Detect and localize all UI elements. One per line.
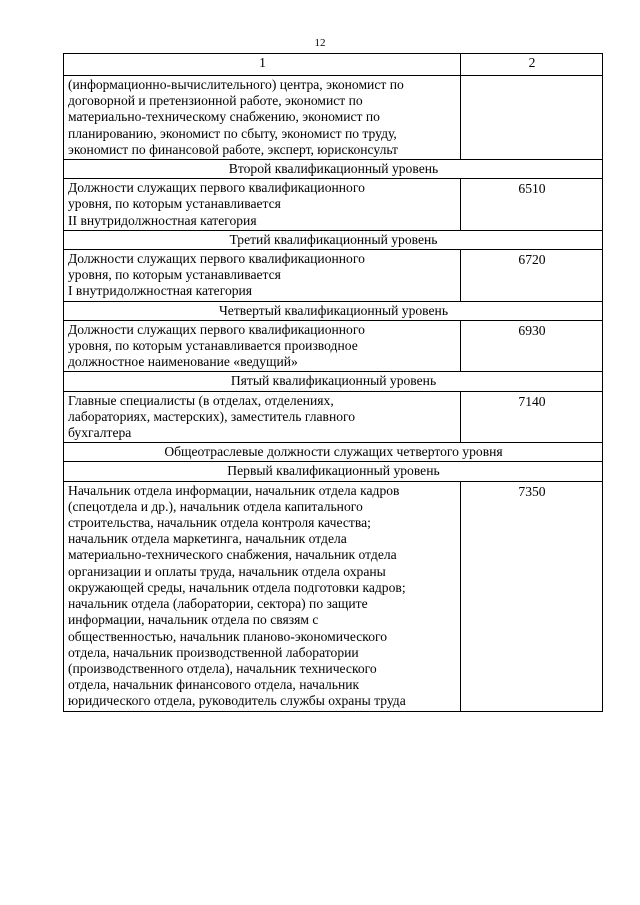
position-description bbox=[64, 76, 461, 160]
description-line: экономист по финансовой работе, эксперт, юрисконсульт bbox=[68, 141, 398, 157]
salary-value: 6720 bbox=[461, 250, 603, 302]
description-line: I внутридолжностная категория bbox=[68, 283, 253, 299]
section-header-row bbox=[64, 160, 603, 179]
description-line: начальник отдела (лаборатории, сектора) по защите bbox=[68, 596, 368, 612]
description-line: начальник отдела маркетинга, начальник отдела bbox=[68, 531, 347, 547]
section-header-row bbox=[64, 462, 603, 481]
header-col-1: 1 bbox=[64, 54, 461, 76]
description-line: Должности служащих первого квалификационного bbox=[68, 321, 365, 337]
section-title: Четвертый квалификационный уровень bbox=[64, 301, 603, 320]
description-line: организации и оплаты труда, начальник отдела охраны bbox=[68, 563, 386, 579]
description-line: материально-техническому снабжению, экономист по bbox=[68, 109, 380, 125]
description-line: договорной и претензионной работе, экономист по bbox=[68, 93, 363, 109]
description-line: уровня, по которым устанавливается bbox=[68, 267, 281, 283]
section-title: Третий квалификационный уровень bbox=[64, 230, 603, 249]
salary-value: 7350 bbox=[461, 481, 603, 711]
description-line: (спецотдела и др.), начальник отдела капитального bbox=[68, 498, 363, 514]
section-title: Первый квалификационный уровень bbox=[64, 462, 603, 481]
table-row bbox=[64, 250, 603, 302]
description-line: бухгалтера bbox=[68, 425, 132, 441]
description-line: юридического отдела, руководитель службы охраны труда bbox=[68, 693, 406, 709]
header-col-2: 2 bbox=[461, 54, 603, 76]
description-line: общественностью, начальник планово-экономического bbox=[68, 628, 388, 644]
position-description bbox=[64, 250, 461, 302]
salary-value: 6930 bbox=[461, 320, 603, 372]
description-line: Должности служащих первого квалификационного bbox=[68, 180, 365, 196]
section-title: Второй квалификационный уровень bbox=[64, 160, 603, 179]
description-line: информации, начальник отдела по связям с bbox=[68, 612, 319, 628]
position-description bbox=[64, 320, 461, 372]
description-line: окружающей среды, начальник отдела подготовки кадров; bbox=[68, 579, 406, 595]
section-title: Пятый квалификационный уровень bbox=[64, 372, 603, 391]
description-line: отдела, начальник финансового отдела, начальник bbox=[68, 677, 360, 693]
page-number: 12 bbox=[314, 37, 326, 49]
description-line: Начальник отдела информации, начальник отдела кадров bbox=[68, 482, 400, 498]
description-line: Главные специалисты (в отделах, отделениях, bbox=[68, 392, 334, 408]
description-line: уровня, по которым устанавливается bbox=[68, 196, 281, 212]
section-header-row bbox=[64, 230, 603, 249]
section-title: Общеотраслевые должности служащих четвертого уровня bbox=[64, 443, 603, 462]
table-row bbox=[64, 179, 603, 231]
description-line: планированию, экономист по сбыту, экономист по труду, bbox=[68, 125, 397, 141]
table-row bbox=[64, 76, 603, 160]
position-description bbox=[64, 481, 461, 711]
table-row bbox=[64, 481, 603, 711]
table-header-row bbox=[64, 54, 603, 76]
salary-value bbox=[461, 76, 603, 160]
description-line: Должности служащих первого квалификационного bbox=[68, 251, 365, 267]
description-line: уровня, по которым устанавливается производное bbox=[68, 338, 358, 354]
section-header-row bbox=[64, 443, 603, 462]
description-line: отдела, начальник производственной лаборатории bbox=[68, 644, 359, 660]
salary-value: 7140 bbox=[461, 391, 603, 443]
description-line: материально-технического снабжения, начальник отдела bbox=[68, 547, 397, 563]
description-line: (информационно-вычислительного) центра, экономист по bbox=[68, 77, 404, 92]
salary-table bbox=[63, 53, 603, 712]
table-row bbox=[64, 320, 603, 372]
table-row bbox=[64, 391, 603, 443]
position-description bbox=[64, 391, 461, 443]
section-header-row bbox=[64, 372, 603, 391]
description-line: II внутридолжностная категория bbox=[68, 212, 257, 228]
description-line: лабораториях, мастерских), заместитель главного bbox=[68, 408, 356, 424]
description-line: должностное наименование «ведущий» bbox=[68, 354, 298, 370]
salary-value: 6510 bbox=[461, 179, 603, 231]
position-description bbox=[64, 179, 461, 231]
section-header-row bbox=[64, 301, 603, 320]
description-line: (производственного отдела), начальник технического bbox=[68, 660, 377, 676]
description-line: строительства, начальник отдела контроля качества; bbox=[68, 515, 371, 531]
